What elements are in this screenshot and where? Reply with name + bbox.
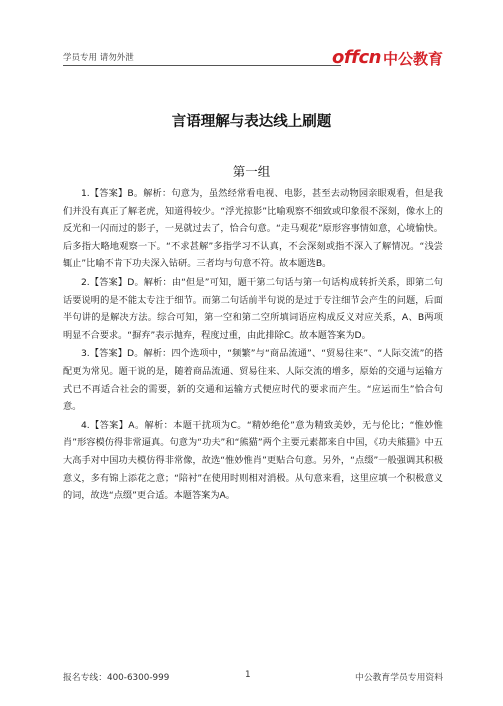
page-footer: [63, 670, 443, 686]
logo-en: offcn: [331, 47, 381, 68]
answer-paragraph-4: 4.【答案】A。解析：本题干扰项为C。“精妙绝伦”意为精致美妙，无与伦比；“惟妙惟肖”形容模仿得非常逼真。句意为“功夫”和“熊猫”两个主要元素都来自中国，《功夫熊猫》中五大高手对中国功夫模仿得非常像，故选“惟妙惟肖”更贴合句意。另外，“点缀”一般强调其积极意义，多有锦上添花之意；“陪衬”在使用时则相对消极。从句意来看，这里应填一个积极意义的词，故选“点缀”更合适。本题答案为A。: [63, 419, 443, 502]
document-title: 言语理解与表达线上刷题: [171, 114, 332, 130]
footer-note: 中公教育学员专用资料: [355, 673, 443, 683]
logo-cn: 中公教育: [382, 50, 443, 68]
answer-paragraph-3: 3.【答案】D。解析：四个选项中，“频繁”与“商品流通”、“贸易往来”、“人际交流”的搭配更为常见。题干说的是，随着商品流通、贸易往来、人际交流的增多，原始的交通与运输方式已不再适合社会的需要，新的交通和运输方式便应时代的要求而产生。“应运而生”恰合句意。: [63, 348, 443, 413]
page-header: [63, 38, 443, 68]
page-number: 1: [245, 670, 251, 680]
answer-paragraph-2: 2.【答案】D。解析：由“但是”可知，题干第二句话与第一句话构成转折关系，即第二句话要说明的是不能太专注于细节。而第二句话前半句说的是过于专注细节会产生的问题，后面半句讲的是解决方法。综合可知，第一空和第二空所填词语应构成反义对应关系，A、B两项明显不合要求。“摒弃”表示抛弃，程度过重，由此排除C。故本题答案为D。: [63, 276, 443, 341]
section-heading: 第一组: [232, 164, 271, 179]
offcn-logo: [332, 41, 443, 67]
header-note: 学员专用 请勿外泄: [63, 53, 134, 63]
answer-body: [63, 185, 443, 506]
answer-paragraph-1: 1.【答案】B。解析：句意为，虽然经常看电视、电影，甚至去动物园亲眼观看，但是我们并没有真正了解老虎，知道得较少。“浮光掠影”比喻观察不细致或印象很不深刻，像水上的反光和一闪而过的影子，一晃就过去了，恰合句意。“走马观花”原形容事情如意，心境愉快。后多指大略地观察一下。“不求甚解”多指学习不认真，不会深刻或指不深入了解情况。“浅尝辄止”比喻不肯下功夫深入钻研。三者均与句意不符。故本题选B。: [63, 188, 443, 270]
footer-hotline: 报名专线：400-6300-999: [63, 673, 170, 683]
header-rule: [63, 65, 341, 66]
